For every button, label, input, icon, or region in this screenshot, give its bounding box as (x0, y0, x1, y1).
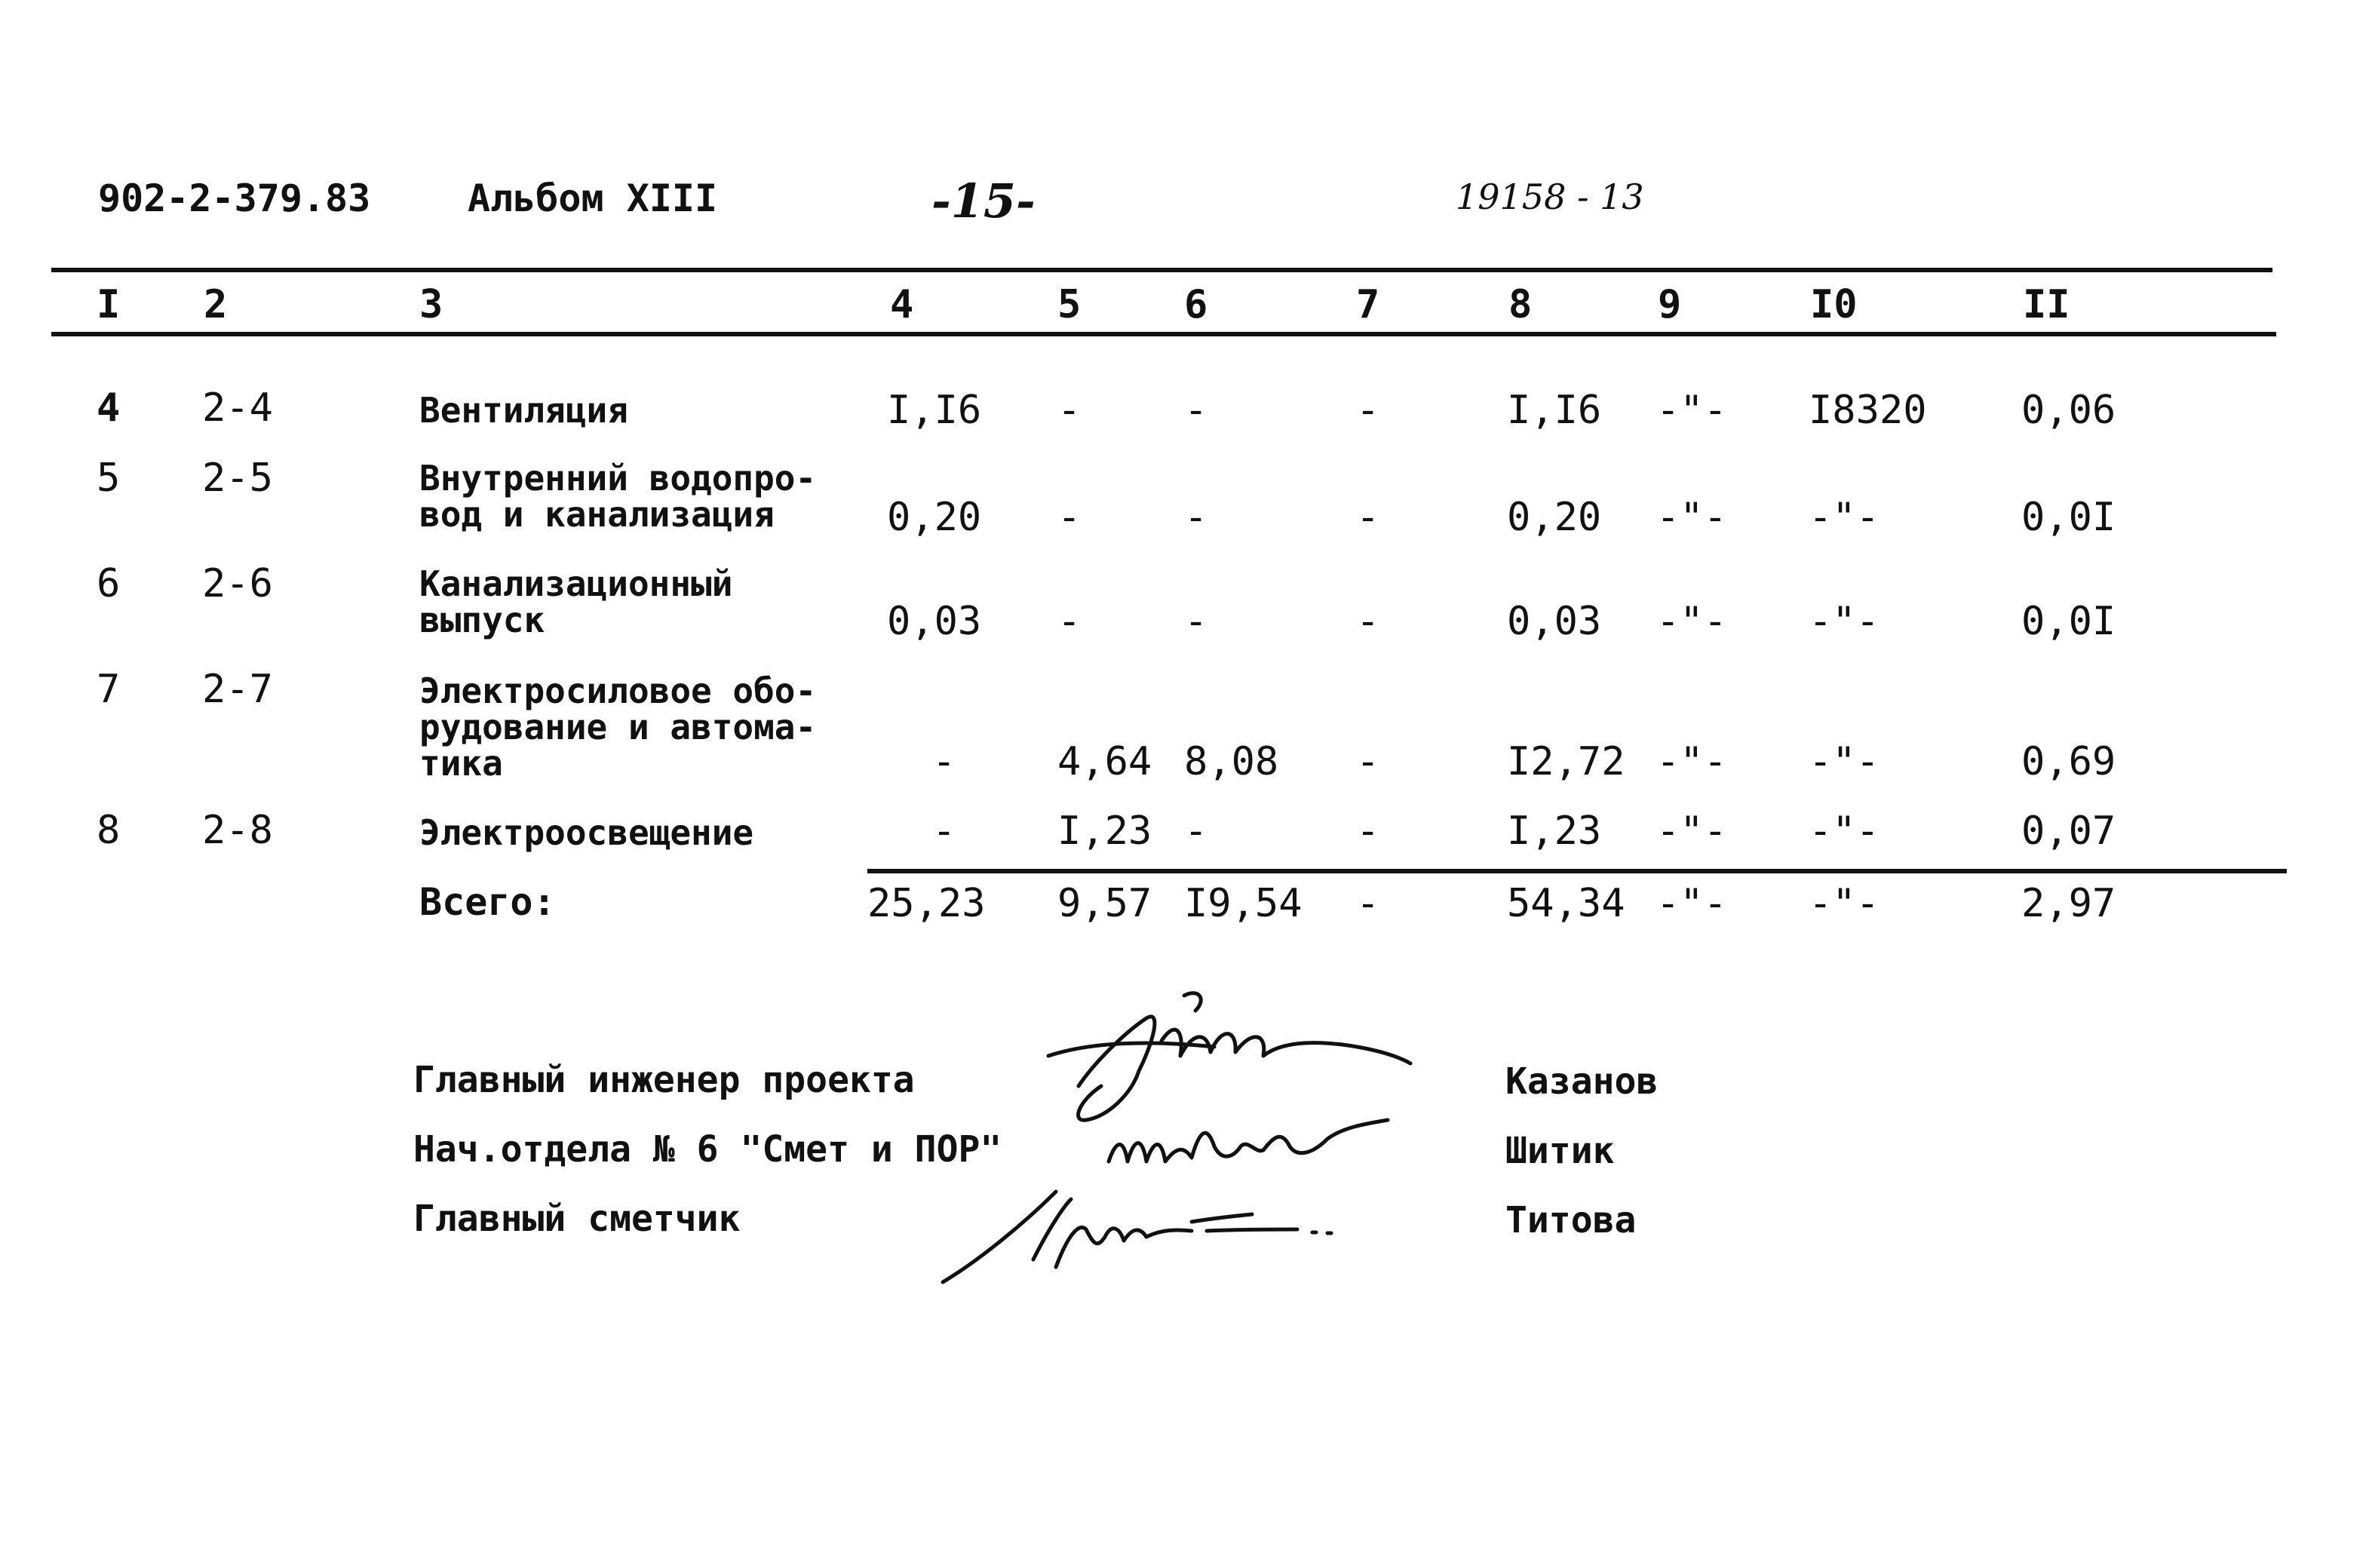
signature-image (1033, 988, 1425, 1131)
row-cell-4: - (932, 739, 956, 784)
row-cell-11: 0,06 (2021, 388, 2116, 433)
row-cell-9: -"- (1656, 739, 1727, 784)
signature-image (1101, 1116, 1403, 1184)
row-cell-7: - (1356, 388, 1380, 433)
row-code: 2-8 (202, 808, 273, 853)
column-header-8: 8 (1508, 282, 1533, 327)
row-cell-5: - (1057, 495, 1082, 540)
row-cell-7: - (1356, 809, 1380, 854)
reference-number: 19158 - 13 (1456, 176, 1644, 217)
row-cell-11: 0,0I (2021, 495, 2116, 540)
row-cell-6: 8,08 (1184, 739, 1279, 784)
row-cell-4: 0,03 (887, 599, 982, 644)
row-cell-4: I,I6 (887, 388, 982, 433)
header-bottom-rule (51, 332, 2276, 336)
signatory-name: Титова (1505, 1199, 1637, 1241)
row-item-name: Электросиловое обо- рудование и автома- тика (419, 670, 817, 784)
row-cell-10: -"- (1809, 739, 1880, 784)
total-cell-10: -"- (1809, 881, 1880, 926)
row-cell-8: 0,03 (1507, 599, 1602, 644)
row-number: 4 (97, 385, 121, 431)
total-cell-7: - (1356, 881, 1380, 926)
total-cell-9: -"- (1656, 881, 1727, 926)
row-cell-10: -"- (1809, 809, 1880, 854)
row-cell-6: - (1184, 809, 1208, 854)
row-cell-10: I8320 (1809, 388, 1927, 433)
row-cell-9: -"- (1656, 599, 1727, 644)
row-code: 2-4 (202, 385, 273, 431)
row-cell-10: -"- (1809, 495, 1880, 540)
row-item-name: Внутренний водопро- вод и канализация (419, 458, 817, 535)
column-header-11: II (2023, 282, 2070, 327)
row-cell-8: 0,20 (1507, 495, 1602, 540)
signature-image (935, 1177, 1403, 1290)
row-code: 2-5 (202, 456, 273, 501)
row-cell-8: I,23 (1507, 809, 1602, 854)
total-cell-8: 54,34 (1507, 881, 1625, 926)
row-cell-9: -"- (1656, 495, 1727, 540)
row-code: 2-7 (202, 667, 273, 712)
column-header-10: I0 (1810, 282, 1858, 327)
row-cell-5: 4,64 (1057, 739, 1152, 784)
row-cell-4: 0,20 (887, 495, 982, 540)
row-cell-7: - (1356, 495, 1380, 540)
row-number: 5 (97, 456, 121, 501)
row-cell-11: 0,0I (2021, 599, 2116, 644)
row-cell-5: I,23 (1057, 809, 1152, 854)
column-header-7: 7 (1356, 282, 1380, 327)
total-cell-5: 9,57 (1057, 881, 1152, 926)
column-header-5: 5 (1057, 282, 1082, 327)
row-cell-8: I2,72 (1507, 739, 1625, 784)
column-header-6: 6 (1184, 282, 1208, 327)
row-cell-9: -"- (1656, 809, 1727, 854)
signatory-title: Главный инженер проекта (413, 1059, 915, 1101)
total-cell-6: I9,54 (1184, 881, 1303, 926)
row-number: 6 (97, 561, 121, 606)
row-cell-10: -"- (1809, 599, 1880, 644)
row-item-name: Вентиляция (419, 390, 628, 431)
document-code: 902-2-379.83 (98, 176, 371, 220)
row-number: 8 (97, 808, 121, 853)
total-cell-11: 2,97 (2021, 881, 2116, 926)
row-item-name: Электроосвещение (419, 812, 754, 853)
column-header-3: 3 (419, 282, 443, 327)
row-cell-6: - (1184, 495, 1208, 540)
row-cell-9: -"- (1656, 388, 1727, 433)
row-cell-6: - (1184, 388, 1208, 433)
signatory-title: Нач.отдела № 6 "Смет и ПОР" (413, 1128, 1002, 1171)
signatory-title: Главный сметчик (413, 1198, 741, 1240)
row-cell-5: - (1057, 388, 1082, 433)
column-header-1: I (97, 282, 121, 327)
total-cell-4: 25,23 (867, 881, 986, 926)
row-cell-6: - (1184, 599, 1208, 644)
row-code: 2-6 (202, 561, 273, 606)
column-header-9: 9 (1658, 282, 1682, 327)
row-cell-4: - (932, 809, 956, 854)
row-cell-11: 0,07 (2021, 809, 2116, 854)
total-rule (867, 869, 2287, 873)
table-top-rule (51, 268, 2272, 272)
row-cell-7: - (1356, 599, 1380, 644)
row-cell-8: I,I6 (1507, 388, 1602, 433)
page-number: -15- (931, 173, 1036, 229)
signatory-name: Казанов (1505, 1060, 1659, 1103)
album-label: Альбом XIII (468, 176, 718, 220)
total-label: Всего: (419, 880, 556, 924)
column-header-2: 2 (204, 282, 228, 327)
row-cell-7: - (1356, 739, 1380, 784)
row-number: 7 (97, 667, 121, 712)
row-cell-5: - (1057, 599, 1082, 644)
row-item-name: Канализационный выпуск (419, 563, 733, 640)
column-header-4: 4 (890, 282, 914, 327)
row-cell-11: 0,69 (2021, 739, 2116, 784)
signatory-name: Шитик (1505, 1130, 1615, 1172)
